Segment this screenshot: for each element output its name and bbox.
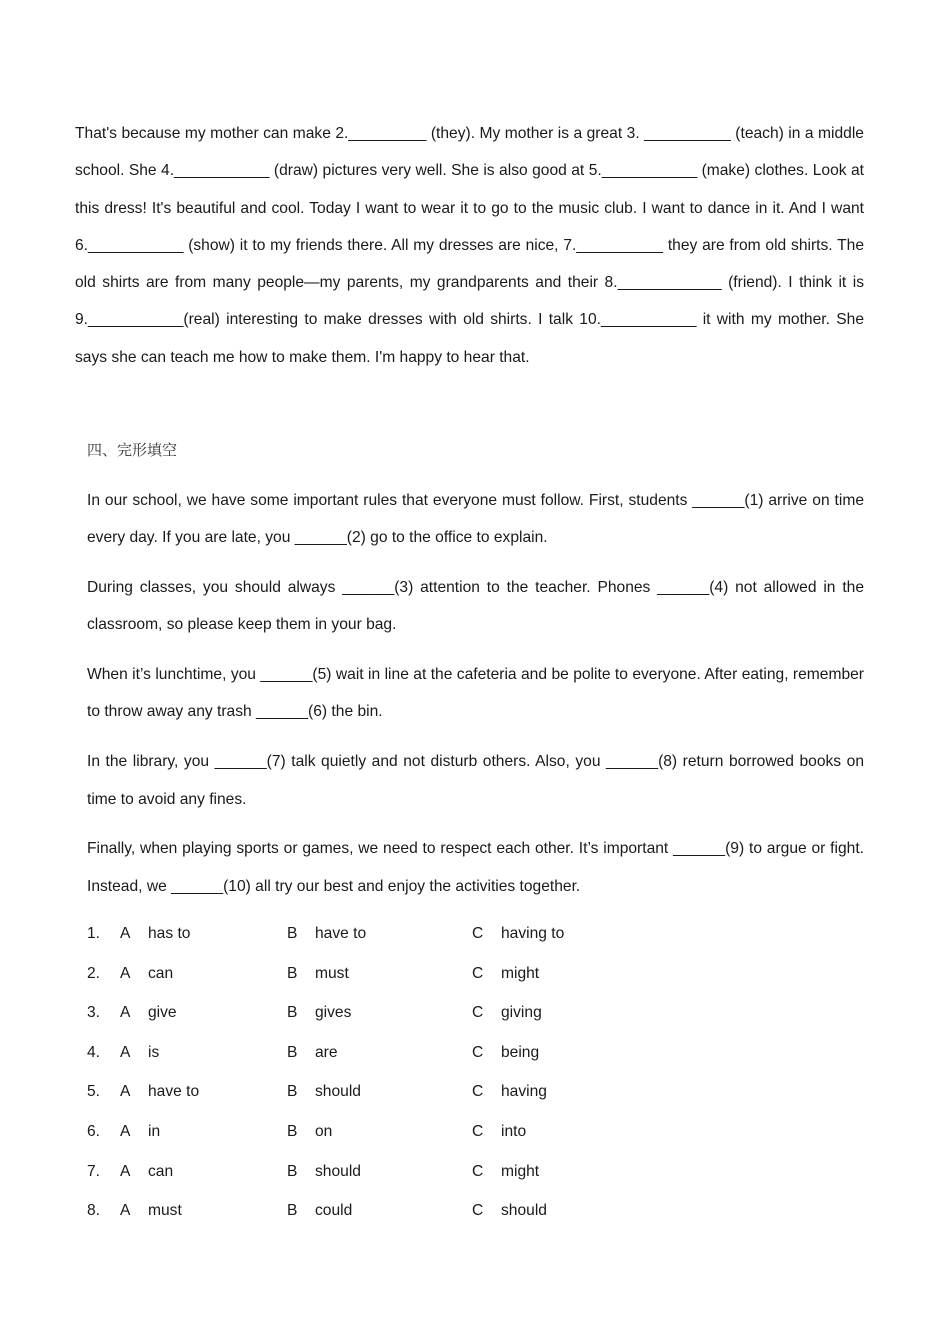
option-c-text: into: [501, 1122, 527, 1140]
option-c-letter: C: [472, 1162, 484, 1180]
question-row: [87, 1112, 864, 1152]
option-b-letter: B: [287, 1083, 298, 1101]
question-number: 4.: [87, 1043, 101, 1061]
section-title: 四、完形填空: [87, 441, 178, 459]
option-b-text: could: [315, 1202, 353, 1220]
passage-paragraph: When it’s lunchtime, you ______(5) wait in line at the cafeteria and be polite to everyone. After eating, remember to throw away any trash ______(6) the bin.: [87, 666, 864, 721]
question-number: 7.: [87, 1162, 101, 1180]
option-b-text: gives: [315, 1004, 352, 1022]
option-a-text: in: [148, 1122, 161, 1140]
option-c-letter: C: [472, 1043, 484, 1061]
option-a-letter: A: [120, 1122, 131, 1140]
option-c-letter: C: [472, 1083, 484, 1101]
option-a-text: give: [148, 1004, 177, 1022]
question-number: 1.: [87, 925, 101, 942]
question-number: 8.: [87, 1202, 101, 1220]
option-c-letter: C: [472, 964, 484, 982]
option-a-text: can: [148, 964, 174, 982]
option-a-text: has to: [148, 925, 191, 942]
intro-paragraph: That's because my mother can make 2._________ (they). My mother is a great 3. __________ (teach) in a middle school. She 4.___________ (draw) pictures very well. She is also good at 5.___________ (make) clothes. Look at this dress! It's beautiful and cool. Today I want to wear it to go to the music club. I want to dance in it. And I want 6.___________ (show) it to my friends there. All my dresses are nice, 7.__________ they are from old shirts. The old shirts are from many people—my parents, my grandparents and their 8.____________ (friend). I think it is 9.___________(real) interesting to make dresses with old shirts. I talk 10.___________ it with my mother. She says she can teach me how to make them. I'm happy to hear that.: [75, 125, 864, 366]
option-a-letter: A: [120, 1043, 131, 1061]
option-c-letter: C: [472, 925, 484, 942]
option-a-text: can: [148, 1162, 174, 1180]
option-c-letter: C: [472, 1004, 484, 1022]
option-c-text: should: [501, 1202, 547, 1220]
answer-options: [87, 914, 864, 1231]
option-b-text: must: [315, 964, 349, 982]
option-b-letter: B: [287, 1043, 298, 1061]
question-row: [87, 1072, 864, 1112]
question-number: 2.: [87, 964, 101, 982]
option-a-letter: A: [120, 1162, 131, 1180]
option-a-text: have to: [148, 1083, 200, 1101]
option-c-text: might: [501, 1162, 540, 1180]
question-number: 5.: [87, 1083, 101, 1101]
option-a-text: must: [148, 1202, 182, 1220]
option-b-letter: B: [287, 964, 298, 982]
passage-paragraph: In the library, you ______(7) talk quietly and not disturb others. Also, you ______(8) return borrowed books on time to avoid any fines.: [87, 753, 864, 808]
option-c-text: having to: [501, 925, 565, 942]
option-b-text: should: [315, 1162, 361, 1180]
option-b-text: are: [315, 1043, 338, 1061]
option-a-letter: A: [120, 1004, 131, 1022]
question-row: [87, 914, 864, 954]
passage-paragraph: Finally, when playing sports or games, we need to respect each other. It’s important ______(9) to argue or fight. Instead, we ______(10) all try our best and enjoy the activities together.: [87, 840, 864, 895]
option-b-letter: B: [287, 1162, 298, 1180]
option-c-letter: C: [472, 1202, 484, 1220]
option-c-text: having: [501, 1083, 547, 1101]
option-b-letter: B: [287, 1004, 298, 1022]
option-b-text: have to: [315, 925, 367, 942]
option-c-letter: C: [472, 1122, 484, 1140]
question-number: 6.: [87, 1122, 101, 1140]
option-c-text: might: [501, 964, 540, 982]
question-row: [87, 954, 864, 994]
cloze-passage: [87, 482, 864, 917]
passage-paragraph: In our school, we have some important rules that everyone must follow. First, students ______(1) arrive on time every day. If you are late, you ______(2) go to the office to explain.: [87, 492, 864, 547]
question-row: [87, 1033, 864, 1073]
passage-paragraph: During classes, you should always ______(3) attention to the teacher. Phones ______(4) not allowed in the classroom, so please keep them in your bag.: [87, 579, 864, 634]
option-b-letter: B: [287, 1202, 298, 1220]
question-row: [87, 1191, 864, 1231]
option-b-letter: B: [287, 925, 298, 942]
option-b-text: should: [315, 1083, 361, 1101]
option-a-letter: A: [120, 1083, 131, 1101]
question-row: [87, 993, 864, 1033]
option-b-letter: B: [287, 1122, 298, 1140]
question-number: 3.: [87, 1004, 101, 1022]
option-a-text: is: [148, 1043, 160, 1061]
option-c-text: giving: [501, 1004, 542, 1022]
option-c-text: being: [501, 1043, 540, 1061]
question-row: [87, 1152, 864, 1192]
option-a-letter: A: [120, 925, 131, 942]
option-a-letter: A: [120, 964, 131, 982]
option-b-text: on: [315, 1122, 333, 1140]
option-a-letter: A: [120, 1202, 131, 1220]
